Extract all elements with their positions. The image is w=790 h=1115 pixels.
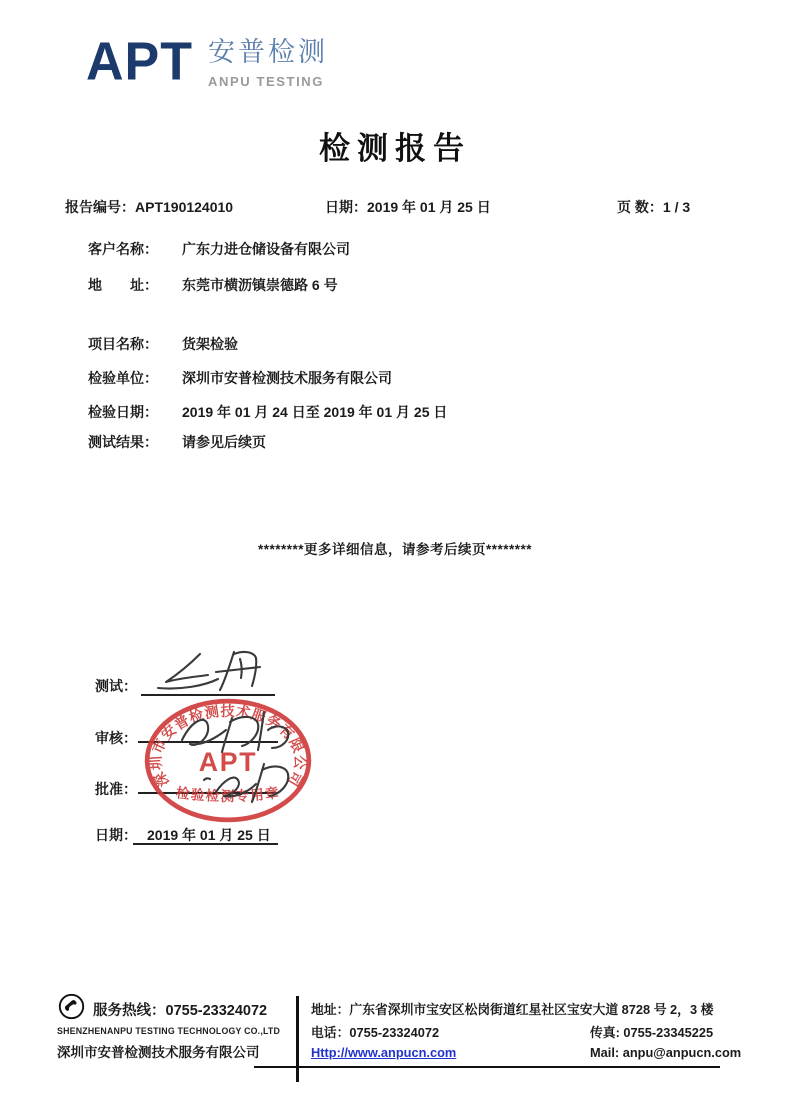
approver-label: 批准： bbox=[95, 781, 137, 797]
company-logo bbox=[86, 31, 328, 93]
footer-mail-value: anpu@anpucn.com bbox=[622, 1045, 742, 1060]
footer-vertical-divider bbox=[296, 996, 299, 1082]
footer-website bbox=[311, 1045, 456, 1060]
stamp-ring-text: 深圳市安普检测技术服务有限公司 bbox=[148, 703, 308, 790]
inspection-agency-value: 深圳市安普检测技术服务有限公司 bbox=[182, 370, 392, 386]
footer-tel-value: 0755-23324072 bbox=[349, 1025, 440, 1040]
test-result-label: 测试结果： bbox=[88, 434, 158, 450]
phone-icon bbox=[58, 993, 85, 1020]
footer-address-value: 广东省深圳市宝安区松岗街道红星社区宝安大道 8728 号 2，3 楼 bbox=[349, 1002, 714, 1017]
service-hotline-number: 0755-23324072 bbox=[165, 1003, 268, 1019]
page-title: 检测报告 bbox=[319, 131, 471, 166]
inspection-agency-label: 检验单位： bbox=[88, 370, 158, 386]
client-name-value: 广东力进仓储设备有限公司 bbox=[182, 241, 350, 257]
page-count-label: 页 数： bbox=[617, 199, 663, 215]
tester-handwritten-signature bbox=[150, 646, 280, 698]
sign-date-value: 2019 年 01 月 25 日 bbox=[147, 827, 271, 843]
report-date-label: 日期： bbox=[325, 199, 367, 215]
inspection-date-label: 检验日期： bbox=[88, 404, 158, 420]
logo-name-en: ANPU TESTING bbox=[208, 74, 324, 89]
client-address-value: 东莞市横沥镇崇德路 6 号 bbox=[182, 277, 338, 293]
footer-fax bbox=[590, 1022, 713, 1041]
report-number bbox=[65, 197, 233, 217]
page-count-value: 1 / 3 bbox=[662, 199, 691, 215]
footer-company-en: SHENZHENANPU TESTING TECHNOLOGY CO.,LTD bbox=[57, 1026, 281, 1036]
report-number-value: APT190124010 bbox=[135, 199, 234, 215]
test-result-row bbox=[88, 432, 266, 452]
reviewer-label: 审核： bbox=[95, 730, 137, 746]
client-name-label: 客户名称： bbox=[88, 241, 158, 257]
footer-fax-value: 0755-23345225 bbox=[623, 1025, 714, 1040]
footer-fax-label: 传真: bbox=[590, 1025, 624, 1040]
footer-mail-label: Mail: bbox=[590, 1045, 623, 1060]
footer-mail bbox=[590, 1045, 741, 1060]
project-name-label: 项目名称： bbox=[88, 336, 158, 352]
inspection-date-value: 2019 年 01 月 24 日至 2019 年 01 月 25 日 bbox=[182, 404, 448, 420]
logo-apt-wordmark: APT bbox=[86, 31, 193, 93]
reviewer-handwritten-signature bbox=[172, 700, 312, 758]
project-name-value: 货架检验 bbox=[182, 336, 238, 352]
test-result-value: 请参见后续页 bbox=[182, 434, 266, 450]
sign-date-label: 日期： bbox=[95, 827, 137, 843]
inspection-agency-row bbox=[88, 368, 392, 388]
footer-address-label: 地址： bbox=[311, 1002, 350, 1017]
report-date bbox=[325, 197, 491, 217]
page-count bbox=[617, 197, 690, 217]
logo-text-block bbox=[208, 36, 328, 89]
footer-horizontal-rule bbox=[254, 1066, 720, 1068]
footer-address bbox=[311, 999, 713, 1018]
service-hotline bbox=[93, 999, 267, 1020]
approver-handwritten-signature bbox=[192, 752, 302, 808]
footer-tel bbox=[311, 1022, 439, 1041]
website-link[interactable]: Http://www.anpucn.com bbox=[311, 1045, 457, 1060]
client-name-row bbox=[88, 239, 350, 259]
report-number-label: 报告编号： bbox=[65, 199, 135, 215]
client-address-label: 地 址： bbox=[88, 277, 158, 293]
service-hotline-label: 服务热线： bbox=[93, 1003, 166, 1019]
report-date-value: 2019 年 01 月 25 日 bbox=[367, 199, 491, 215]
logo-name-cn: 安普检测 bbox=[208, 37, 328, 67]
tester-label: 测试： bbox=[95, 678, 137, 694]
more-info-note: ********更多详细信息，请参考后续页******** bbox=[257, 542, 533, 557]
footer-company-cn: 深圳市安普检测技术服务有限公司 bbox=[57, 1045, 260, 1060]
sign-date-line bbox=[133, 843, 278, 845]
stamp-center-text: APT bbox=[198, 746, 258, 777]
inspection-date-row bbox=[88, 402, 447, 422]
project-name-row bbox=[88, 334, 238, 354]
stamp-bottom-text: 检验检测专用章 bbox=[175, 785, 281, 804]
footer-tel-label: 电话： bbox=[311, 1025, 350, 1040]
client-address-row bbox=[88, 275, 338, 295]
